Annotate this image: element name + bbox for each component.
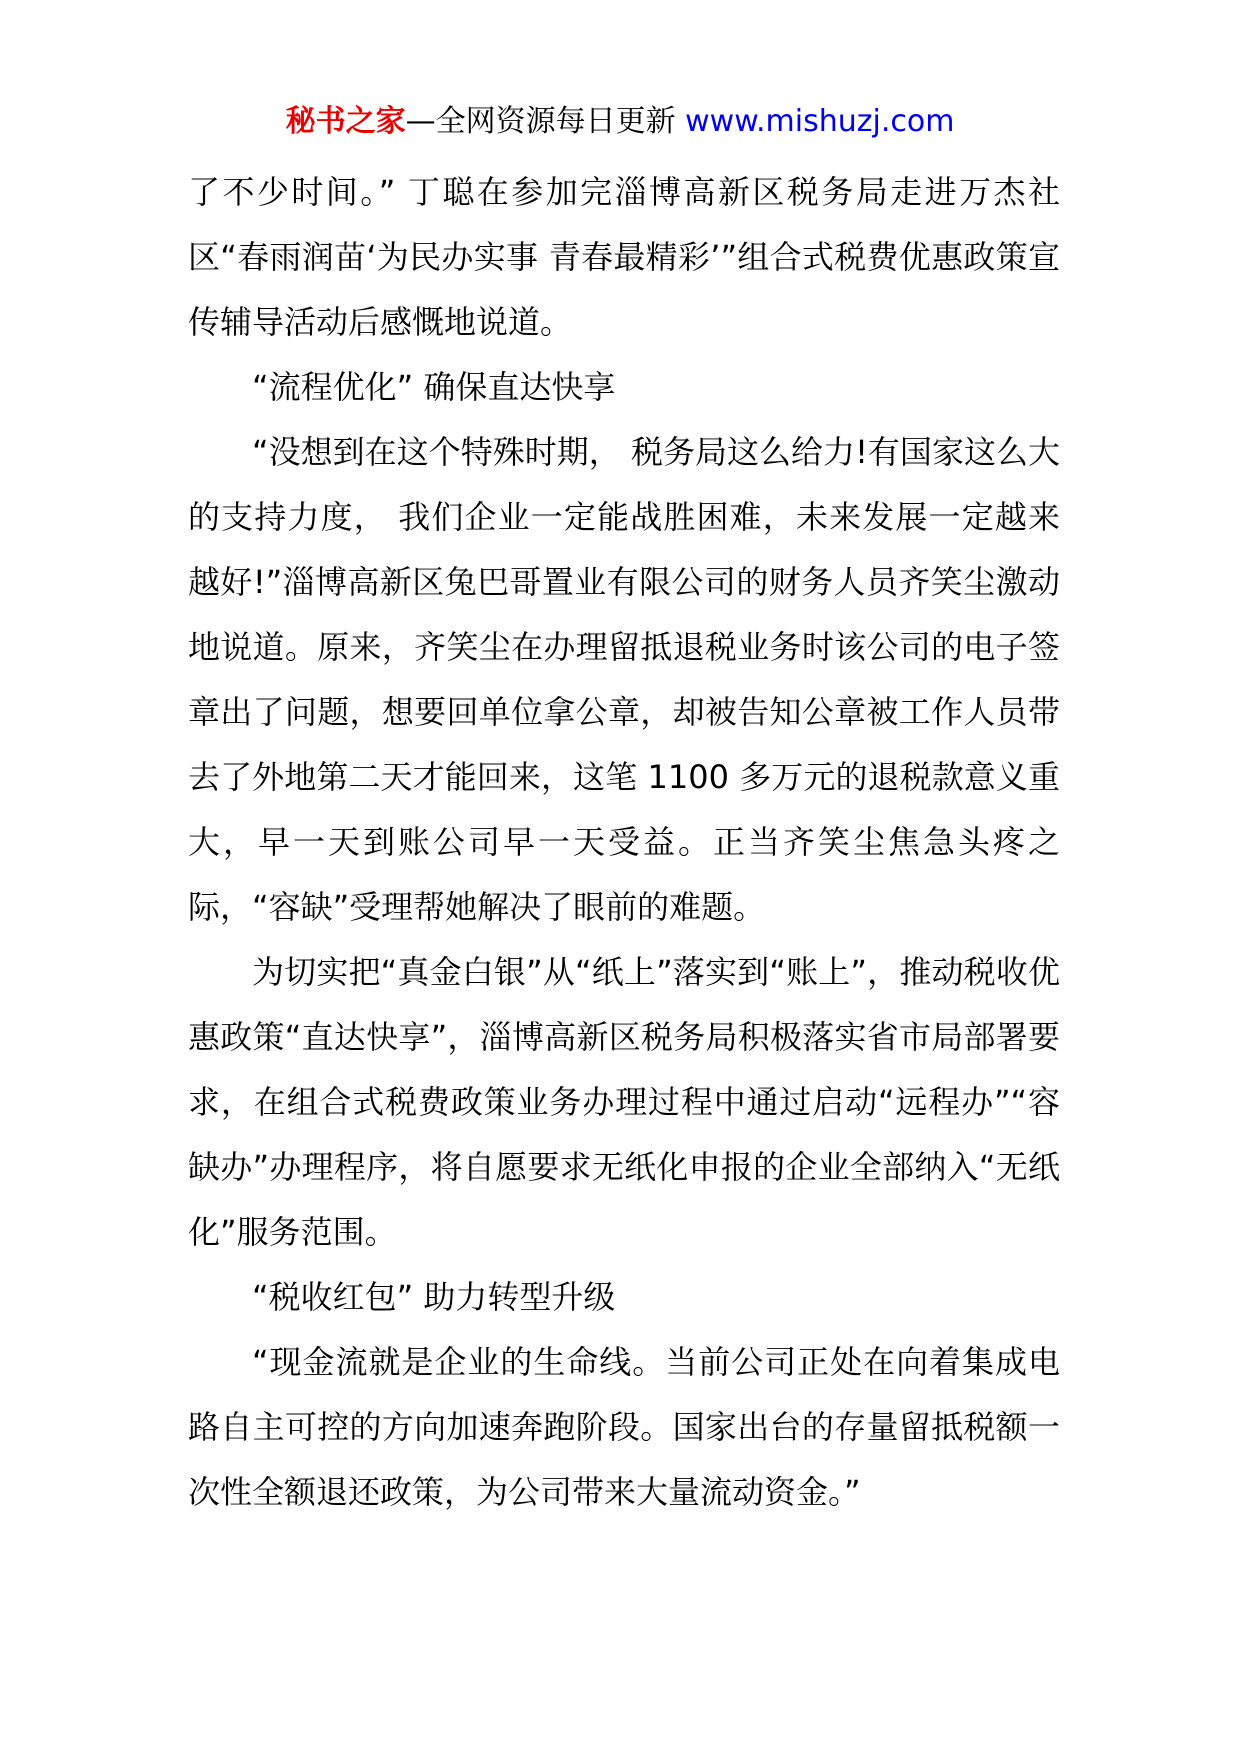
section-heading-upgrade: “税收红包” 助力转型升级 bbox=[252, 1278, 616, 1316]
paragraph-continuation: 了不少时间。” 丁聪在参加完淄博高新区税务局走进万杰社区“春雨润苗‘为民办实事 青春最精彩’”组合式税费优惠政策宣传辅导活动后感慨地说道。 bbox=[188, 173, 1060, 341]
paragraph-cashflow: “现金流就是企业的生命线。当前公司正处在向着集成电路自主可控的方向加速奔跑阶段。国家出台的存量留抵税额一次性全额退还政策，为公司带来大量流动资金。” bbox=[188, 1343, 1060, 1511]
header-tagline: —全网资源每日更新 bbox=[405, 104, 686, 139]
brand-name: 秘书之家 bbox=[285, 104, 406, 139]
site-header bbox=[0, 100, 1240, 144]
article-body bbox=[188, 160, 1060, 1525]
site-url-link[interactable]: www.mishuzj.com bbox=[685, 104, 955, 139]
section-heading-process: “流程优化” 确保直达快享 bbox=[252, 368, 616, 406]
paragraph-quote: “没想到在这个特殊时期， 税务局这么给力!有国家这么大的支持力度， 我们企业一定能战胜困难，未来发展一定越来越好!”淄博高新区兔巴哥置业有限公司的财务人员齐笑尘激动地说道。原来，齐笑尘在办理留抵退税业务时该公司的电子签章出了问题，想要回单位拿公章，却被告知公章被工作人员带去了外地第二天才能回来，这笔 1100 多万元的退税款意义重大，早一天到账公司早一天受益。正当齐笑尘焦急头疼之际，“容缺”受理帮她解决了眼前的难题。 bbox=[188, 433, 1060, 926]
paragraph-policy: 为切实把“真金白银”从“纸上”落实到“账上”，推动税收优惠政策“直达快享”，淄博高新区税务局积极落实省市局部署要求，在组合式税费政策业务办理过程中通过启动“远程办”“容缺办”办理程序，将自愿要求无纸化申报的企业全部纳入“无纸化”服务范围。 bbox=[188, 953, 1060, 1251]
